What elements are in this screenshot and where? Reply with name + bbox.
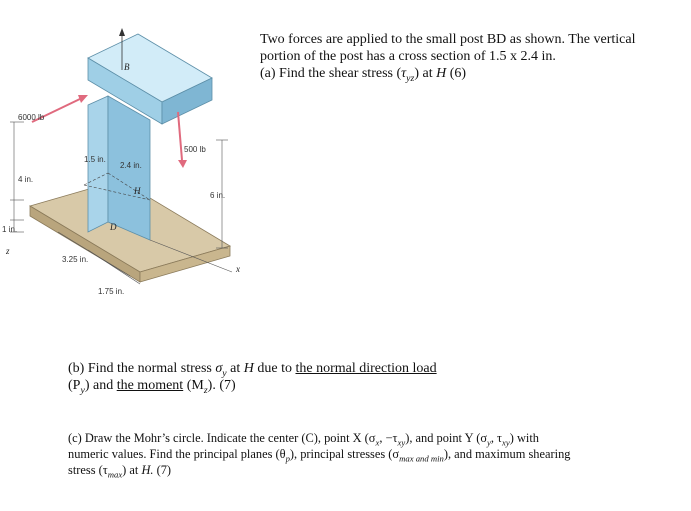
question-c-text-5: ), principal stresses (σ (289, 447, 400, 461)
sigma-x-subscript: x (375, 437, 380, 448)
tau-max-subscript: max (107, 469, 123, 480)
sigma-subscript: y (222, 367, 227, 379)
label-6000-lb: 6000 lb (18, 113, 45, 122)
point-h-label: H (134, 186, 141, 196)
label-1-75-in: 1.75 in. (98, 287, 125, 296)
force-500-arrow (178, 112, 187, 168)
axis-x-label: x (236, 264, 240, 274)
post-diagram-svg (0, 0, 300, 320)
post-diagram (0, 0, 300, 320)
moment-phrase: the moment (116, 378, 184, 393)
question-c-line-3 (68, 462, 628, 478)
tau-symbol: τ (401, 66, 407, 81)
tau-xy-subscript-2: xy (502, 437, 510, 448)
point-d-label: D (110, 222, 117, 232)
y-axis-arrowhead (119, 28, 125, 36)
p-open: (P (68, 378, 81, 393)
question-a-block (260, 31, 660, 82)
question-c-points: (7) (156, 463, 172, 477)
tau-text: , τ (490, 431, 503, 445)
axis-z-label: z (6, 246, 10, 256)
p-close: ) (84, 378, 90, 393)
m-open: (M (186, 378, 204, 393)
label-2-4-in: 2.4 in. (120, 161, 142, 170)
neg-tau-text: , −τ (379, 431, 398, 445)
question-c-line-1 (68, 430, 628, 446)
tau-xy-subscript-1: xy (397, 437, 406, 448)
m-close: ). (207, 378, 216, 393)
question-b-text-1: (b) Find the normal stress (68, 361, 212, 376)
question-c-text-4: numeric values. Find the principal planes (θ (68, 447, 286, 461)
and-word: and (92, 378, 114, 393)
label-1-in: 1 in. (2, 225, 18, 234)
question-a-text: (a) Find the shear stress ( (260, 66, 402, 81)
p-subscript: y (80, 384, 85, 396)
question-b-text-2: at (230, 361, 241, 376)
intro-line-2: portion of the post has a cross section of 1.5 x 2.4 in. (260, 49, 556, 64)
question-b-text-3: due to (257, 361, 292, 376)
label-4-in: 4 in. (18, 175, 34, 184)
label-6-in: 6 in. (210, 191, 226, 200)
label-1-5-in: 1.5 in. (84, 155, 106, 164)
point-h-ref: H (243, 361, 254, 376)
point-h-ref: H (436, 66, 447, 81)
question-c-text-3: ) with (509, 431, 539, 445)
point-h-ref: H. (141, 463, 154, 477)
question-c-text-8: ) at (122, 463, 139, 477)
tau-subscript: yz (406, 72, 415, 84)
question-c-text-7: stress (τ (68, 463, 108, 477)
sigma-symbol: σ (215, 361, 223, 376)
question-a-tail: ) at (414, 66, 433, 81)
m-subscript: z (203, 384, 208, 396)
sigma-y-subscript: y (487, 437, 491, 448)
theta-subscript: p (285, 453, 290, 464)
question-c-block (68, 430, 628, 478)
normal-load-phrase: the normal direction load (295, 361, 437, 376)
question-c-text-6: ), and maximum shearing (443, 447, 571, 461)
point-b-label: B (124, 62, 130, 72)
question-c-text-1: (c) Draw the Mohr’s circle. Indicate the center (C), point X (σ (68, 431, 376, 445)
question-a-points: (6) (449, 66, 467, 81)
sigma-maxmin-subscript: max and min (399, 453, 444, 464)
label-3-25-in: 3.25 in. (62, 255, 89, 264)
intro-line-1: Two forces are applied to the small post BD as shown. The vertical (260, 32, 636, 47)
question-a (260, 65, 660, 82)
question-c-text-2: ), and point Y (σ (405, 431, 488, 445)
question-b-points: (7) (219, 378, 236, 393)
question-b-block (68, 360, 488, 394)
label-500-lb: 500 lb (184, 145, 206, 154)
question-c-line-2 (68, 446, 628, 462)
